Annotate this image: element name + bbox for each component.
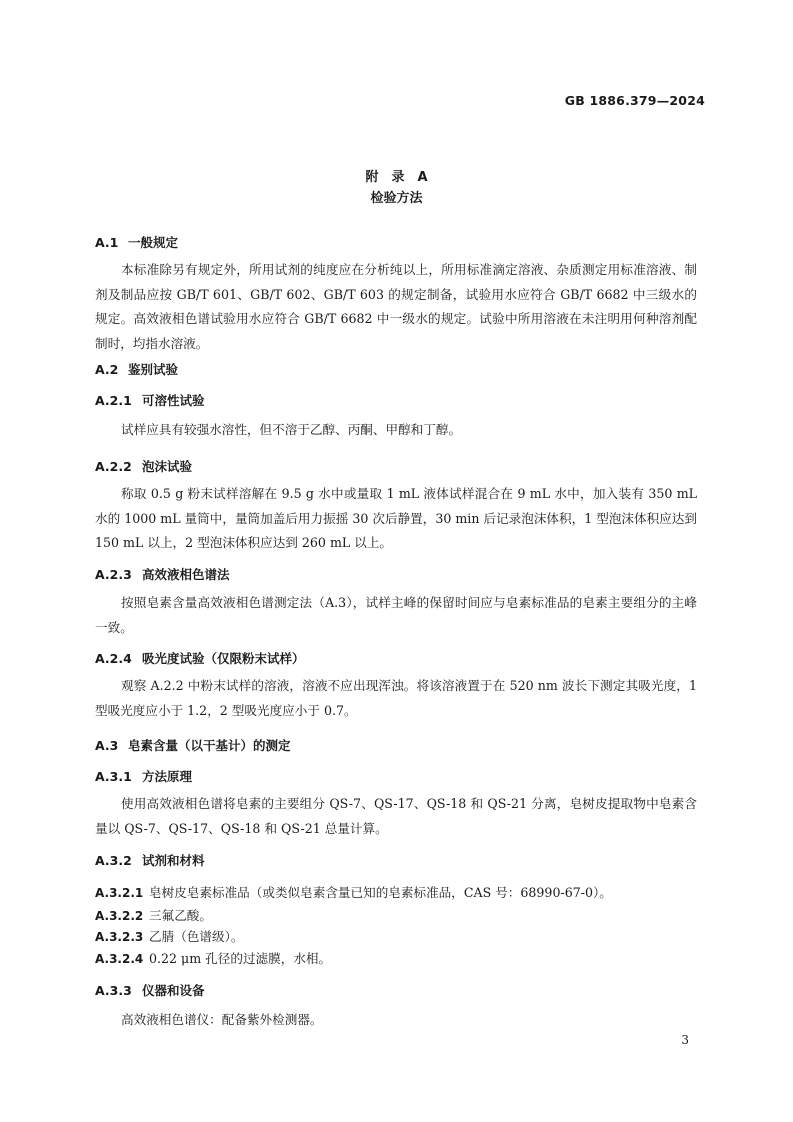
section-a24-text: 观察 A.2.2 中粉末试样的溶液，溶液不应出现浑浊。将该溶液置于在 520 nm 波长下测定其吸光度，1 型吸光度应小于 1.2，2 型吸光度应小于 0.7。 xyxy=(95,678,697,718)
item-number: A.3.2.3 xyxy=(95,930,144,944)
section-a21-text: 试样应具有较强水溶性，但不溶于乙醇、丙酮、甲醇和丁醇。 xyxy=(121,422,462,437)
item-text: 乙腈（色谱级）。 xyxy=(149,929,244,944)
section-a31-text: 使用高效液相色谱将皂素的主要组分 QS-7、QS-17、QS-18 和 QS-21 分离，皂树皮提取物中皂素含量以 QS-7、QS-17、QS-18 和 QS-21 总量计算。 xyxy=(95,796,697,836)
section-title: 泡沫试验 xyxy=(142,459,193,474)
section-a24-heading xyxy=(95,649,305,667)
section-title: 仪器和设备 xyxy=(142,983,205,998)
item-text: 皂树皮皂素标准品（或类似皂素含量已知的皂素标准品，CAS 号：68990-67-0）。 xyxy=(149,885,612,900)
section-a22-text: 称取 0.5 g 粉末试样溶解在 9.5 g 水中或量取 1 mL 液体试样混合在 9 mL 水中，加入装有 350 mL 水的 1000 mL 量筒中，量筒加盖后用力振摇 30 次后静置，30 min 后记录泡沫体积，1 型泡沫体积应达到 150 mL 以上，2 型泡沫体积应达到 260 mL 以上。 xyxy=(95,486,697,551)
section-a22-heading xyxy=(95,457,192,475)
section-number: A.1 xyxy=(95,235,119,250)
section-title: 吸光度试验（仅限粉末试样） xyxy=(142,651,305,666)
section-number: A.3.3 xyxy=(95,983,132,998)
section-title: 高效液相色谱法 xyxy=(142,567,230,582)
section-title: 一般规定 xyxy=(128,235,179,250)
section-a31-heading xyxy=(95,767,192,785)
section-title: 试剂和材料 xyxy=(142,853,205,868)
section-title: 皂素含量（以干基计）的测定 xyxy=(128,738,291,753)
section-a33-text: 高效液相色谱仪：配备紫外检测器。 xyxy=(121,1012,323,1027)
section-a32-heading xyxy=(95,851,205,869)
reagent-item xyxy=(95,948,331,967)
item-number: A.3.2.1 xyxy=(95,886,144,900)
section-number: A.3 xyxy=(95,738,119,753)
reagent-item xyxy=(95,882,612,901)
section-a33-heading xyxy=(95,981,205,999)
page-number: 3 xyxy=(681,1033,689,1047)
section-a23-text: 按照皂素含量高效液相色谱测定法（A.3），试样主峰的保留时间应与皂素标准品的皂素主要组分的主峰一致。 xyxy=(95,595,697,635)
section-number: A.2.2 xyxy=(95,459,132,474)
section-number: A.2.3 xyxy=(95,567,132,582)
section-number: A.2.4 xyxy=(95,651,132,666)
section-a21-heading xyxy=(95,391,205,409)
section-title: 鉴别试验 xyxy=(128,362,179,377)
item-number: A.3.2.2 xyxy=(95,909,144,923)
standard-code: GB 1886.379—2024 xyxy=(564,93,705,108)
section-number: A.2 xyxy=(95,362,119,377)
section-number: A.3.1 xyxy=(95,769,132,784)
section-a3-heading xyxy=(95,736,291,754)
section-title: 方法原理 xyxy=(142,769,193,784)
item-text: 0.22 μm 孔径的过滤膜，水相。 xyxy=(149,951,332,966)
item-text: 三氟乙酸。 xyxy=(149,908,212,923)
section-a2-heading xyxy=(95,360,178,378)
section-a1-text: 本标准除另有规定外，所用试剂的纯度应在分析纯以上，所用标准滴定溶液、杂质测定用标准溶液、制剂及制品应按 GB/T 601、GB/T 602、GB/T 603 的规定制备，试验用水应符合 GB/T 6682 中三级水的规定。高效液相色谱试验用水应符合 GB/T 6682 中一级水的规定。试验中所用溶液在未注明用何种溶剂配制时，均指水溶液。 xyxy=(95,262,697,351)
section-number: A.2.1 xyxy=(95,393,132,408)
appendix-title: 检验方法 xyxy=(370,191,423,206)
reagent-item xyxy=(95,926,243,945)
appendix-label: 附 录 A xyxy=(365,170,428,185)
reagent-item xyxy=(95,905,212,924)
section-a1-heading xyxy=(95,233,178,251)
section-number: A.3.2 xyxy=(95,853,132,868)
section-title: 可溶性试验 xyxy=(142,393,205,408)
section-a23-heading xyxy=(95,565,230,583)
item-number: A.3.2.4 xyxy=(95,952,144,966)
